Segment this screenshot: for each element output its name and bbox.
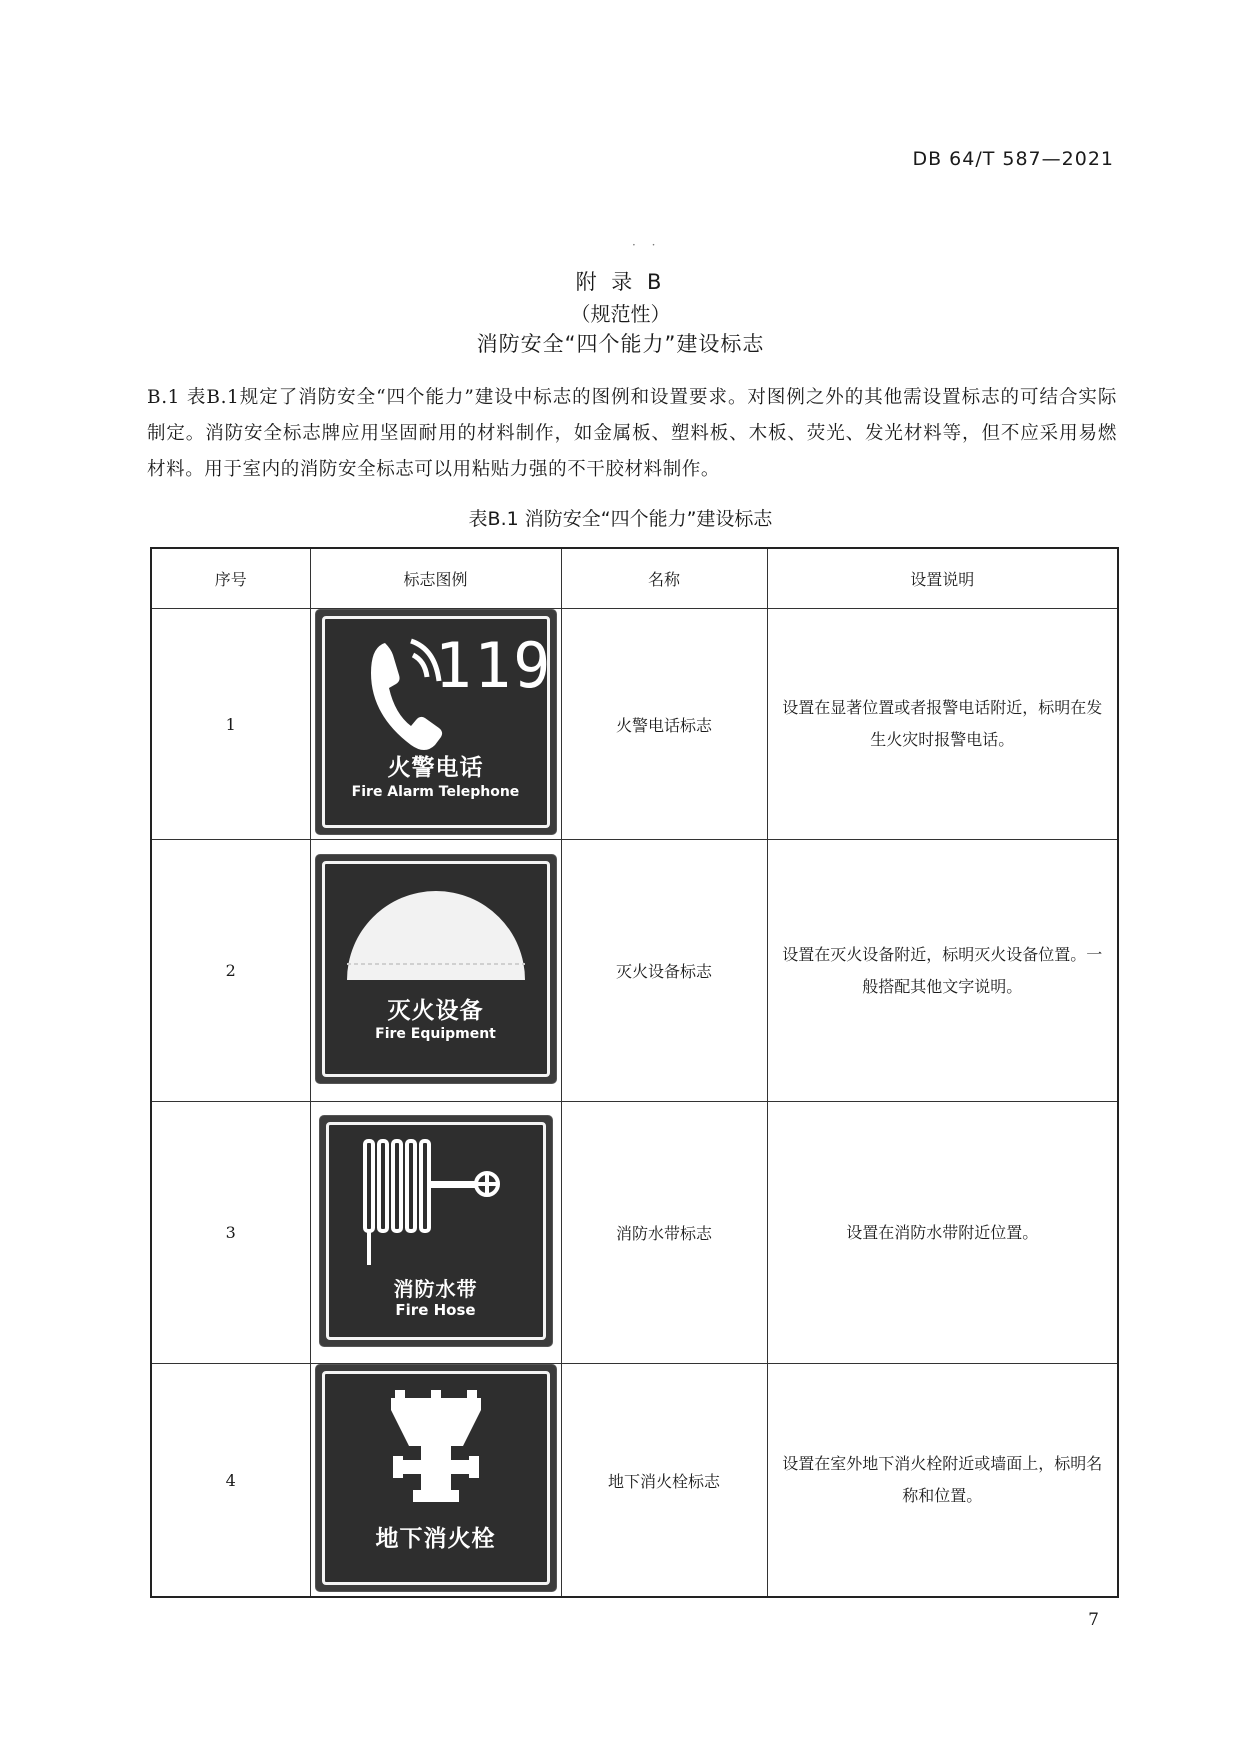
header-no: 序号	[151, 548, 310, 609]
appendix-name: 消防安全“四个能力”建设标志	[476, 332, 765, 356]
sign-cn-label: 地下消火栓	[375, 1526, 496, 1552]
sign-cn-label: 灭火设备	[387, 997, 484, 1024]
fire-hose-sign	[320, 1116, 552, 1346]
sign-name: 地下消火栓标志	[561, 1364, 767, 1598]
underground-hydrant-sign	[316, 1365, 556, 1591]
sign-en-label: Fire Equipment	[375, 1025, 496, 1042]
telephone-icon	[363, 637, 443, 757]
sign-description: 设置在显著位置或者报警电话附近，标明在发生火灾时报警电话。	[767, 609, 1118, 840]
sign-cell	[310, 609, 561, 840]
sign-name: 灭火设备标志	[561, 840, 767, 1102]
sign-en-label: Fire Alarm Telephone	[351, 784, 520, 800]
hydrant-icon	[381, 1388, 491, 1506]
row-number: 4	[151, 1364, 310, 1598]
table-header-row	[151, 548, 1118, 609]
sign-description: 设置在灭火设备附近，标明灭火设备位置。一般搭配其他文字说明。	[767, 840, 1118, 1102]
row-number: 3	[151, 1102, 310, 1364]
sign-cn-label: 火警电话	[387, 755, 484, 781]
appendix-title: 附 录 B	[575, 270, 666, 294]
document-code: DB 64/T 587—2021	[912, 148, 1114, 170]
sign-name: 消防水带标志	[561, 1102, 767, 1364]
scan-dots: · ·	[632, 238, 662, 252]
sign-description: 设置在消防水带附近位置。	[767, 1102, 1118, 1364]
appendix-nature: （规范性）	[570, 302, 671, 326]
sign-description: 设置在室外地下消火栓附近或墙面上，标明名称和位置。	[767, 1364, 1118, 1598]
table-row	[151, 1102, 1118, 1364]
sign-en-label: Fire Hose	[395, 1300, 476, 1319]
fire-equipment-icon	[341, 882, 531, 982]
table-caption: 表B.1 消防安全“四个能力”建设标志	[468, 508, 773, 530]
sign-number: 119	[434, 629, 553, 702]
signs-table	[150, 547, 1119, 1598]
table-row	[151, 1364, 1118, 1598]
fire-hose-icon	[359, 1137, 509, 1267]
sign-cn-label: 消防水带	[393, 1276, 478, 1301]
table-row	[151, 840, 1118, 1102]
row-number: 2	[151, 840, 310, 1102]
page-number: 7	[1088, 1610, 1099, 1630]
sign-cell	[310, 1102, 561, 1364]
clause-paragraph: B.1 表B.1规定了消防安全“四个能力”建设中标志的图例和设置要求。对图例之外的其他需设置标志的可结合实际制定。消防安全标志牌应用坚固耐用的材料制作，如金属板、塑料板、木板、荧光、发光材料等，但不应采用易燃材料。用于室内的消防安全标志可以用粘贴力强的不干胶材料制作。	[147, 387, 1117, 480]
fire-alarm-telephone-sign	[316, 610, 556, 834]
sign-cell	[310, 1364, 561, 1598]
table-row	[151, 609, 1118, 840]
sign-cell	[310, 840, 561, 1102]
header-sign: 标志图例	[310, 548, 561, 609]
row-number: 1	[151, 609, 310, 840]
fire-equipment-sign	[316, 855, 556, 1083]
sign-name: 火警电话标志	[561, 609, 767, 840]
header-desc: 设置说明	[767, 548, 1118, 609]
header-name: 名称	[561, 548, 767, 609]
